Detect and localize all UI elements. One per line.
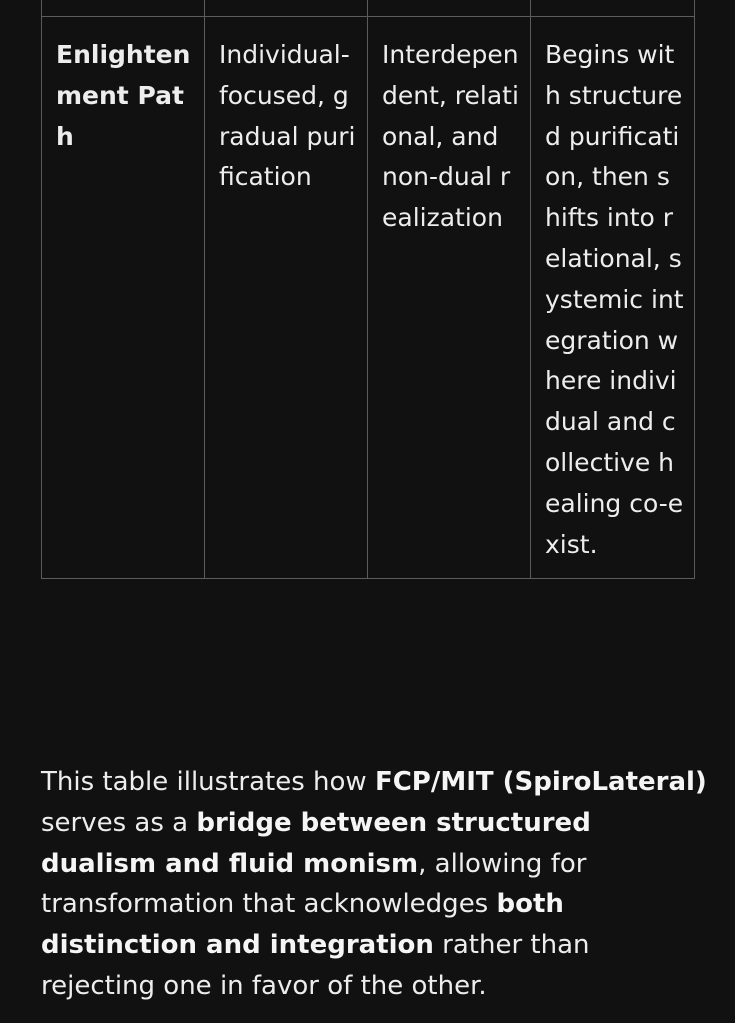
summary-bold-3: both distinction and integration bbox=[41, 889, 564, 961]
summary-text-1: This table illustrates how bbox=[41, 767, 375, 797]
table-cell bbox=[42, 0, 205, 17]
previous-row-fragment bbox=[42, 0, 695, 17]
summary-paragraph bbox=[41, 762, 711, 1007]
summary-text-3: , allowing for transformation that acknowledges bbox=[41, 848, 587, 920]
summary-bold-1: FCP/MIT (SpiroLateral) bbox=[374, 767, 707, 797]
table-row-enlightenment-path bbox=[42, 17, 695, 579]
summary-bold-2: bridge between structured dualism and fluid monism bbox=[41, 807, 591, 879]
summary-text-4: rather than rejecting one in favor of the other. bbox=[41, 930, 590, 1001]
table-cell-col3: Begins with structured purification, then shifts into relational, systemic integration where individual and collective healing co-exist. bbox=[531, 17, 695, 579]
table-cell bbox=[531, 0, 695, 17]
table-cell-col2: Interdependent, relational, and non-dual realization bbox=[368, 17, 531, 579]
comparison-table bbox=[41, 0, 694, 579]
summary-text-2: serves as a bbox=[41, 807, 197, 838]
comparison-table-grid bbox=[41, 0, 695, 579]
table-cell bbox=[368, 0, 531, 17]
table-cell-col1: Individual-focused, gradual purification bbox=[205, 17, 368, 579]
table-cell bbox=[205, 0, 368, 17]
row-header-cell: Enlighten ment Path bbox=[42, 17, 205, 579]
